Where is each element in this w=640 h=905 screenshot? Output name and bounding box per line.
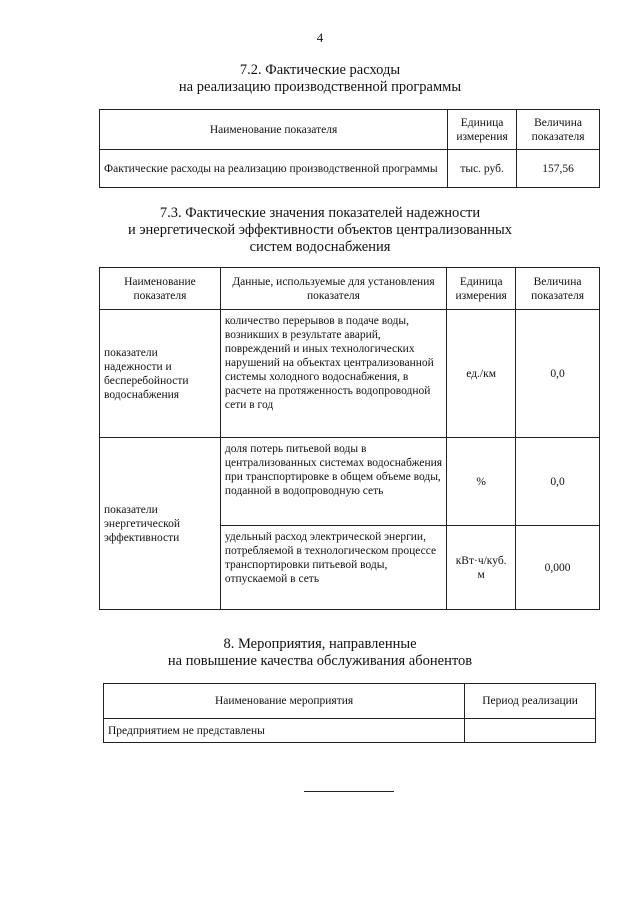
table-header-row	[104, 684, 596, 719]
header-data: Данные, используемые для установления показателя	[220, 268, 446, 310]
header-value: Величина показателя	[517, 110, 600, 150]
row-data: количество перерывов в подаче воды, возникших в результате аварий, повреждений и иных технологических нарушений на объектах централизованной системы холодного водоснабжения, в расчете на протяженность водопроводной сети в год	[220, 310, 446, 438]
header-value: Величина показателя	[516, 268, 600, 310]
table-row	[104, 719, 596, 743]
header-period: Период реализации	[465, 684, 596, 719]
section-73-title-line3: систем водоснабжения	[249, 239, 391, 255]
header-name: Наименование мероприятия	[104, 684, 465, 719]
section-8-title-line2: на повышение качества обслуживания абонентов	[167, 653, 473, 669]
header-unit: Единица измерения	[448, 110, 517, 150]
row-value: 0,000	[516, 526, 600, 610]
header-unit: Единица измерения	[447, 268, 516, 310]
row-data: удельный расход электрической энергии, потребляемой в технологическом процессе транспортировки питьевой воды, отпускаемой в сеть	[220, 526, 446, 610]
row-unit: %	[447, 438, 516, 526]
row-name: Фактические расходы на реализацию производственной программы	[100, 150, 448, 188]
group-name-reliability: показатели надежности и бесперебойности водоснабжения	[100, 310, 221, 438]
header-name: Наименование показателя	[100, 268, 221, 310]
row-value: 0,0	[516, 438, 600, 526]
section-8-title-line1: 8. Мероприятия, направленные	[223, 636, 417, 652]
header-name: Наименование показателя	[100, 110, 448, 150]
row-period	[465, 719, 596, 743]
row-unit: ед./км	[447, 310, 516, 438]
page-number: 4	[316, 30, 324, 45]
closing-divider	[304, 791, 394, 792]
section-73-title	[0, 205, 640, 256]
section-72-title-line1: 7.2. Фактические расходы	[239, 62, 401, 78]
table-row	[100, 438, 600, 526]
table-row	[100, 310, 600, 438]
row-value: 157,56	[517, 150, 600, 188]
row-name: Предприятием не представлены	[104, 719, 465, 743]
section-72-title-line2: на реализацию производственной программы	[178, 79, 462, 95]
section-72-title	[0, 62, 640, 96]
section-8-title	[0, 636, 640, 670]
row-data: доля потерь питьевой воды в централизованных системах водоснабжения при транспортировке в общем объеме воды, поданной в водопроводную сеть	[220, 438, 446, 526]
row-unit: тыс. руб.	[448, 150, 517, 188]
row-value: 0,0	[516, 310, 600, 438]
section-73-title-line1: 7.3. Фактические значения показателей надежности	[159, 205, 481, 221]
table-service-measures	[103, 683, 596, 743]
table-header-row	[100, 110, 600, 150]
row-unit: кВт·ч/куб. м	[447, 526, 516, 610]
table-header-row	[100, 268, 600, 310]
table-reliability-indicators	[99, 267, 600, 610]
group-name-efficiency: показатели энергетической эффективности	[100, 438, 221, 610]
section-73-title-line2: и энергетической эффективности объектов централизованных	[127, 222, 513, 238]
table-row	[100, 150, 600, 188]
table-actual-costs	[99, 109, 600, 188]
